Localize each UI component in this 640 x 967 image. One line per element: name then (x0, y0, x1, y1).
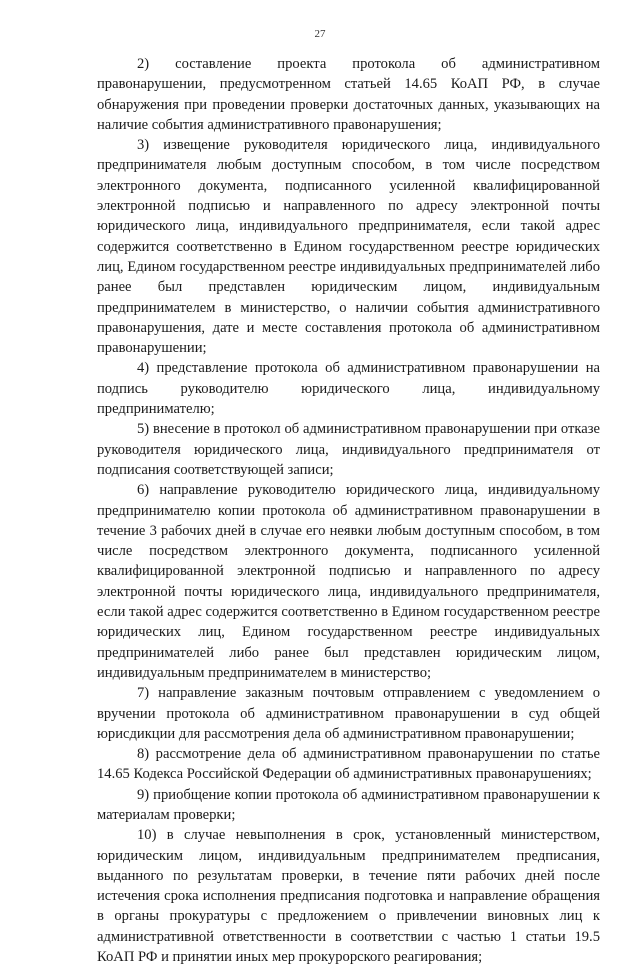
document-body (97, 54, 600, 967)
paragraph-item-9: 9) приобщение копии протокола об административном правонарушении к материалам проверки; (97, 786, 600, 823)
paragraph-item-6: 6) направление руководителю юридического лица, индивидуальному предпринимателю копии протокола об административном правонарушении в течение 3 рабочих дней в случае его неявки любым доступным способом, в том числе посредством электронного документа, подписанного усиленной квалифицированной электронной подписью и направленного по адресу электронной почты юридического лица, индивидуального предпринимателя, если такой адрес содержится соответственно в Едином государственном реестре юридических лиц, Едином государственном реестре индивидуальных предпринимателей либо ранее был представлен юридическим лицом, индивидуальным предпринимателем в министерство; (97, 482, 600, 681)
paragraph-item-10: 10) в случае невыполнения в срок, установленный министерством, юридическим лицом, индивидуальным предпринимателем предписания, выданного по результатам проверки, в течение пяти рабочих дней после истечения срока исполнения предписания подготовка и направление обращения в органы прокуратуры с предложением о привлечении виновных лиц к административной ответственности в соответствии с частью 1 статьи 19.5 КоАП РФ и принятии иных мер прокурорского реагирования; (97, 827, 600, 966)
paragraph-item-8: 8) рассмотрение дела об административном правонарушении по статье 14.65 Кодекса Российской Федерации об административных правонарушениях; (97, 746, 600, 783)
paragraph-item-3: 3) извещение руководителя юридического лица, индивидуального предпринимателя любым доступным способом, в том числе посредством электронного документа, подписанного усиленной квалифицированной электронной подписью и направленного по адресу электронной почты юридического лица, индивидуального предпринимателя, если такой адрес содержится соответственно в Едином государственном реестре юридических лиц, Едином государственном реестре индивидуальных предпринимателей либо ранее был представлен юридическим лицом, индивидуальным предпринимателем в министерство, о наличии события административного правонарушения, дате и месте составления протокола об административном правонарушении; (97, 137, 600, 357)
page-number: 27 (314, 28, 326, 40)
paragraph-item-4: 4) представление протокола об административном правонарушении на подпись руководителю юридического лица, индивидуальному предпринимателю; (97, 360, 600, 418)
paragraph-item-7: 7) направление заказным почтовым отправлением с уведомлением о вручении протокола об административном правонарушении в суд общей юрисдикции для рассмотрения дела об административном правонарушении; (97, 685, 600, 742)
paragraph-item-5: 5) внесение в протокол об административном правонарушении при отказе руководителя юридического лица, индивидуального предпринимателя от подписания соответствующей записи; (97, 421, 600, 478)
paragraph-item-2: 2) составление проекта протокола об административном правонарушении, предусмотренном статьей 14.65 КоАП РФ, в случае обнаружения при проведении проверки достаточных данных, указывающих на наличие события административного правонарушения; (97, 56, 600, 133)
